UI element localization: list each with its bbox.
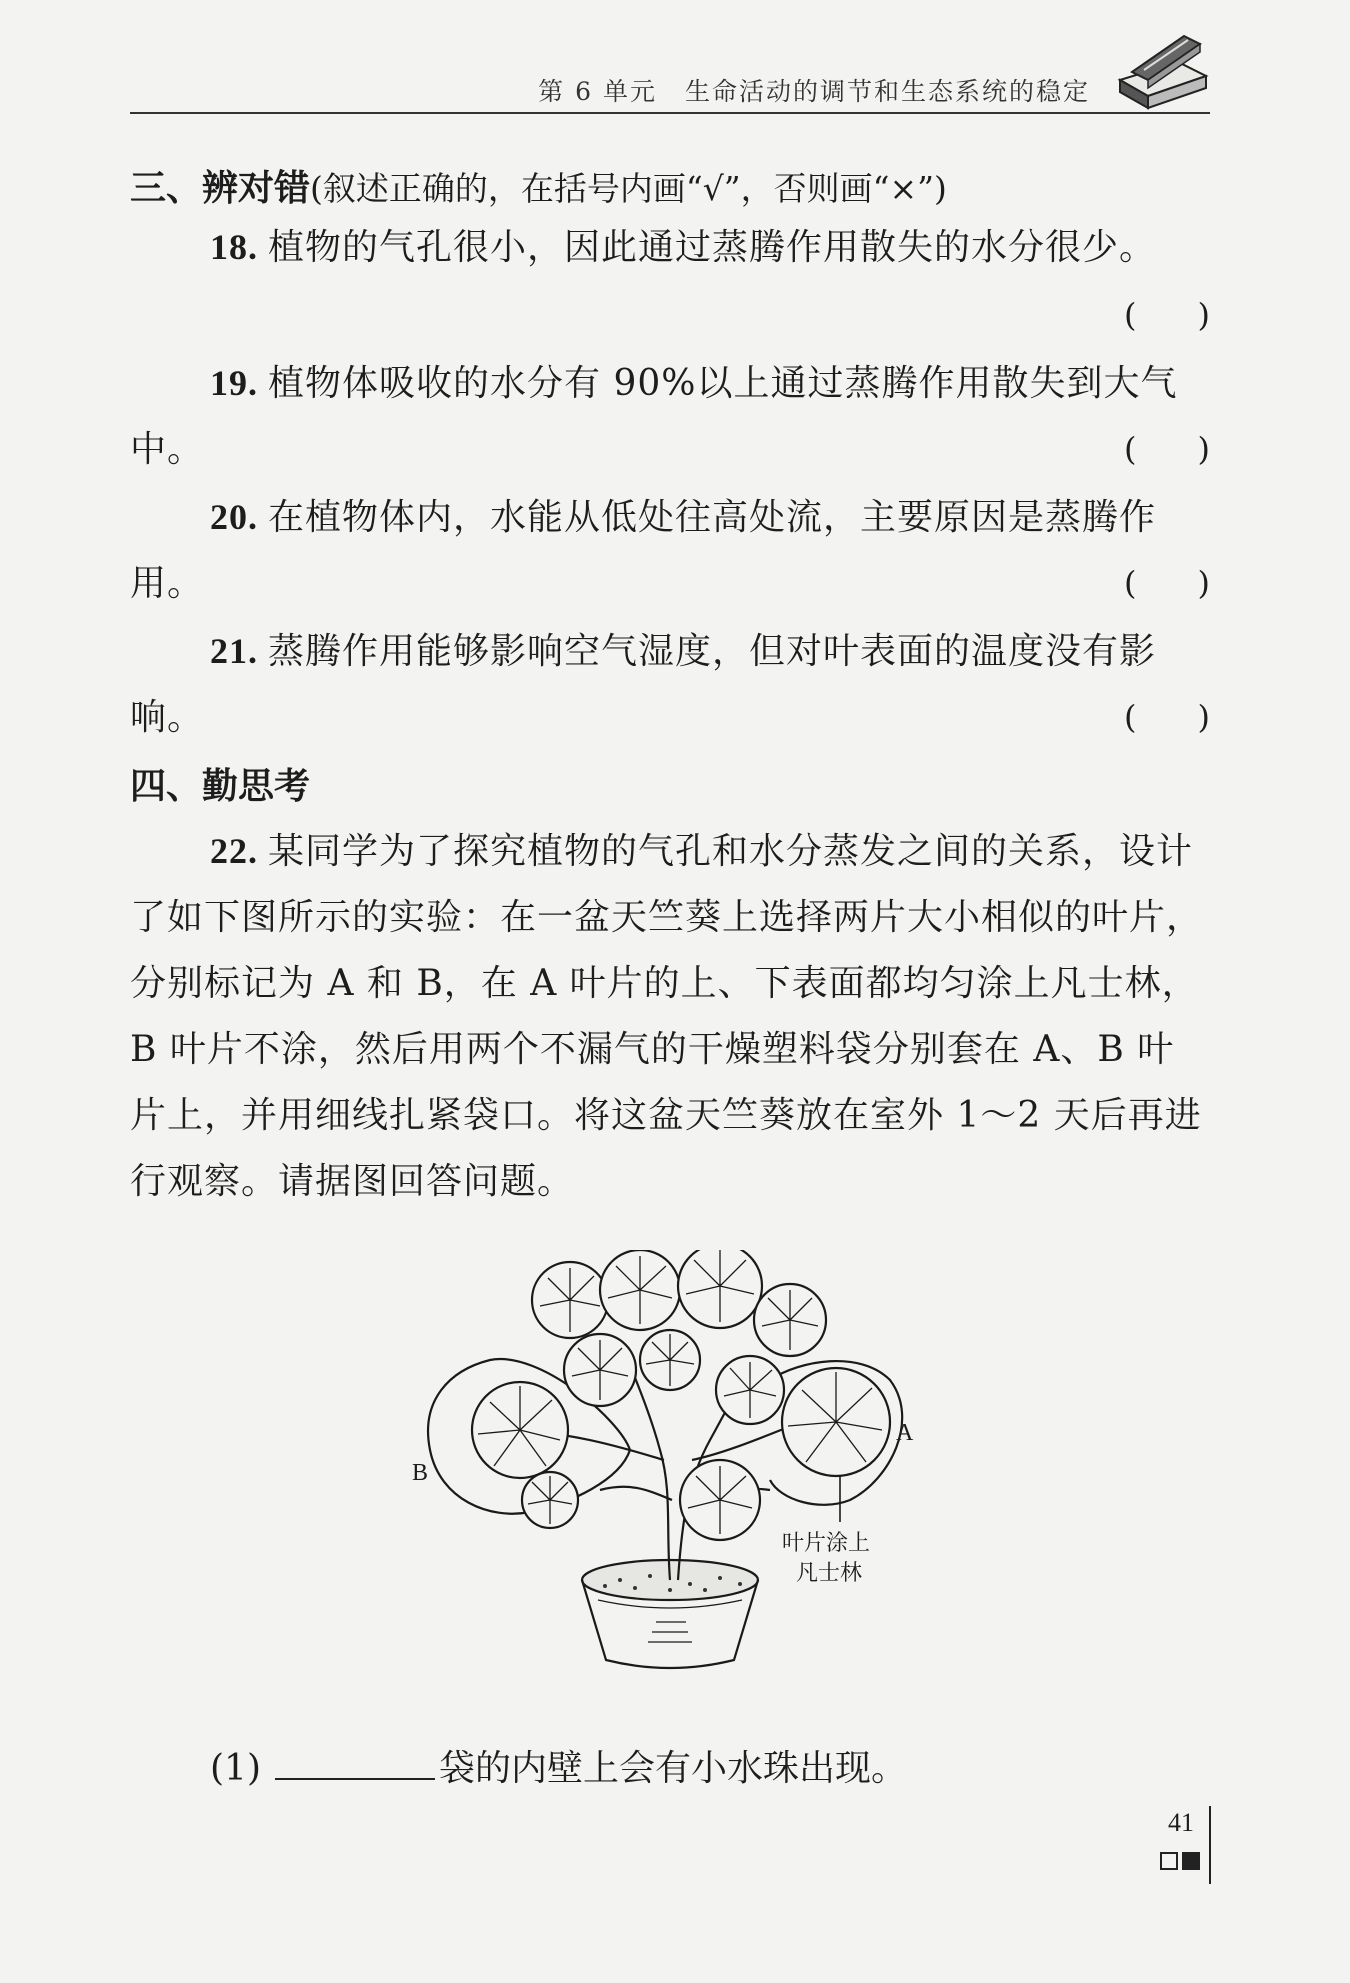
answer-bracket-18[interactable]: ( )	[1124, 296, 1210, 334]
question-text: 在植物体内，水能从低处往高处流，主要原因是蒸腾作用。	[130, 497, 1157, 604]
section-3-title: 三、辨对错	[130, 168, 311, 209]
section-4-heading: 四、勤思考	[130, 766, 311, 807]
question-18	[130, 214, 1210, 281]
geranium-figure	[412, 1250, 940, 1680]
section-3-heading	[130, 160, 947, 211]
subquestion-number: (1)	[210, 1748, 261, 1789]
question-19	[130, 350, 1210, 483]
subquestion-text: 袋的内壁上会有小水珠出现。	[439, 1748, 908, 1789]
caption-line-1: 叶片涂上	[782, 1531, 871, 1556]
header-rule	[130, 112, 1210, 114]
footer-marks	[1160, 1852, 1204, 1874]
question-text: 蒸腾作用能够影响空气湿度，但对叶表面的温度没有影响。	[130, 631, 1157, 738]
footer-rule	[1209, 1806, 1211, 1884]
label-b: B	[412, 1460, 429, 1486]
question-21	[130, 618, 1210, 751]
header-title	[538, 72, 1090, 108]
question-text: 植物体吸收的水分有 90%以上通过蒸腾作用散失到大气中。	[130, 363, 1178, 470]
potted-geranium-illustration	[420, 1250, 940, 1680]
footer-filled-box	[1182, 1852, 1200, 1870]
question-22	[130, 818, 1210, 1215]
answer-bracket-21[interactable]: ( )	[1124, 698, 1210, 736]
question-number: 19.	[210, 363, 258, 403]
question-text: 某同学为了探究植物的气孔和水分蒸发之间的关系，设计了如下图所示的实验：在一盆天竺葵上选择两片大小相似的叶片，分别标记为 A 和 B，在 A 叶片的上、下表面都均匀涂上凡士林，B 叶片不涂，然后用两个不漏气的干燥塑料袋分别套在 A、B 叶片上，并用细线扎紧袋口。将这盆天竺葵放在室外 1～2 天后再进行观察。请据图回答问题。	[130, 831, 1204, 1202]
page-number: 41	[1168, 1808, 1194, 1837]
question-number: 21.	[210, 631, 258, 671]
header-chapter-title: 生命活动的调节和生态系统的稳定	[684, 77, 1090, 106]
question-text: 植物的气孔很小，因此通过蒸腾作用散失的水分很少。	[268, 227, 1157, 268]
answer-bracket-19[interactable]: ( )	[1124, 430, 1210, 468]
label-a: A	[896, 1420, 914, 1446]
header-unit: 第 6 单元	[538, 77, 657, 106]
question-number: 18.	[210, 227, 258, 267]
question-number: 20.	[210, 497, 258, 537]
subquestion-1	[210, 1740, 907, 1791]
section-3-note: (叙述正确的，在括号内画“√”，否则画“×”)	[310, 169, 947, 208]
answer-bracket-20[interactable]: ( )	[1124, 564, 1210, 602]
caption-line-2: 凡士林	[796, 1561, 863, 1586]
question-20	[130, 484, 1210, 617]
book-icon	[1114, 32, 1210, 114]
question-number: 22.	[210, 831, 258, 871]
footer-empty-box	[1160, 1852, 1178, 1870]
answer-blank[interactable]	[275, 1748, 435, 1780]
page-header	[130, 66, 1210, 114]
